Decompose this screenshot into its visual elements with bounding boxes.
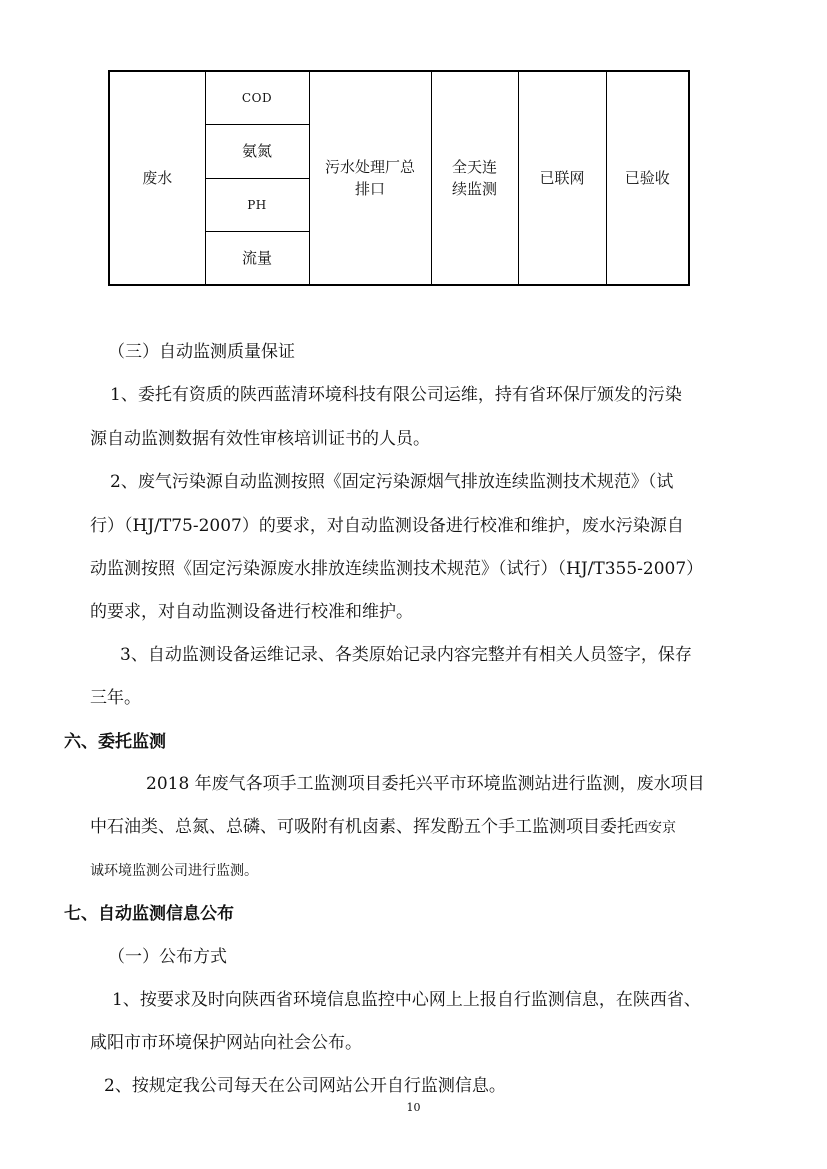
section7-p2-line1: 2、按规定我公司每天在公司网站公开自行监测信息。 — [104, 1076, 506, 1096]
monitoring-table — [108, 70, 690, 286]
section7-p1-line2: 咸阳市市环境保护网站向社会公布。 — [90, 1033, 362, 1053]
section7-p1-line1: 1、按要求及时向陕西省环境信息监控中心网上上报自行监测信息，在陕西省、 — [112, 990, 701, 1010]
section3-p3-line2: 三年。 — [90, 688, 141, 708]
section3-p2-line2: 行）（HJ/T75-2007）的要求，对自动监测设备进行校准和维护，废水污染源自 — [90, 516, 684, 536]
section3-p3-line1: 3、自动监测设备运维记录、各类原始记录内容完整并有相关人员签字，保存 — [120, 645, 692, 665]
table-cell-item-flow: 流量 — [205, 231, 309, 285]
section7-subtitle: （一）公布方式 — [108, 947, 227, 967]
section6-line2-small: 西安京 — [634, 820, 676, 836]
section3-p2-line4: 的要求，对自动监测设备进行校准和维护。 — [90, 602, 413, 622]
page-number: 10 — [406, 1101, 421, 1114]
section6-line1: 2018 年废气各项手工监测项目委托兴平市环境监测站进行监测，废水项目 — [146, 774, 705, 794]
table-cell-network: 已联网 — [518, 71, 606, 285]
section7-heading: 七、自动监测信息公布 — [64, 904, 234, 924]
table-cell-item-ph: PH — [205, 178, 309, 231]
table-cell-item-cod: COD — [205, 71, 309, 124]
section3-p1-line1: 1、委托有资质的陕西蓝清环境科技有限公司运维，持有省环保厅颁发的污染 — [110, 385, 682, 405]
section3-p1-line2: 源自动监测数据有效性审核培训证书的人员。 — [90, 429, 430, 449]
table-cell-category: 废水 — [109, 71, 205, 285]
section6-line3: 诚环境监测公司进行监测。 — [90, 863, 258, 879]
section6-heading: 六、委托监测 — [64, 732, 166, 752]
section3-p2-line1: 2、废气污染源自动监测按照《固定污染源烟气排放连续监测技术规范》（试 — [110, 472, 674, 492]
table-cell-location: 污水处理厂总排口 — [309, 71, 431, 285]
table-cell-item-ammonia: 氨氮 — [205, 124, 309, 178]
table-cell-acceptance: 已验收 — [606, 71, 689, 285]
section6-line2 — [90, 815, 676, 840]
section3-title: （三）自动监测质量保证 — [108, 342, 295, 362]
section6-line2-main: 中石油类、总氮、总磷、可吸附有机卤素、挥发酚五个手工监测项目委托 — [90, 817, 634, 837]
table-cell-frequency: 全天连续监测 — [431, 71, 518, 285]
section3-p2-line3: 动监测按照《固定污染源废水排放连续监测技术规范》（试行）（HJ/T355-2007） — [90, 559, 704, 579]
